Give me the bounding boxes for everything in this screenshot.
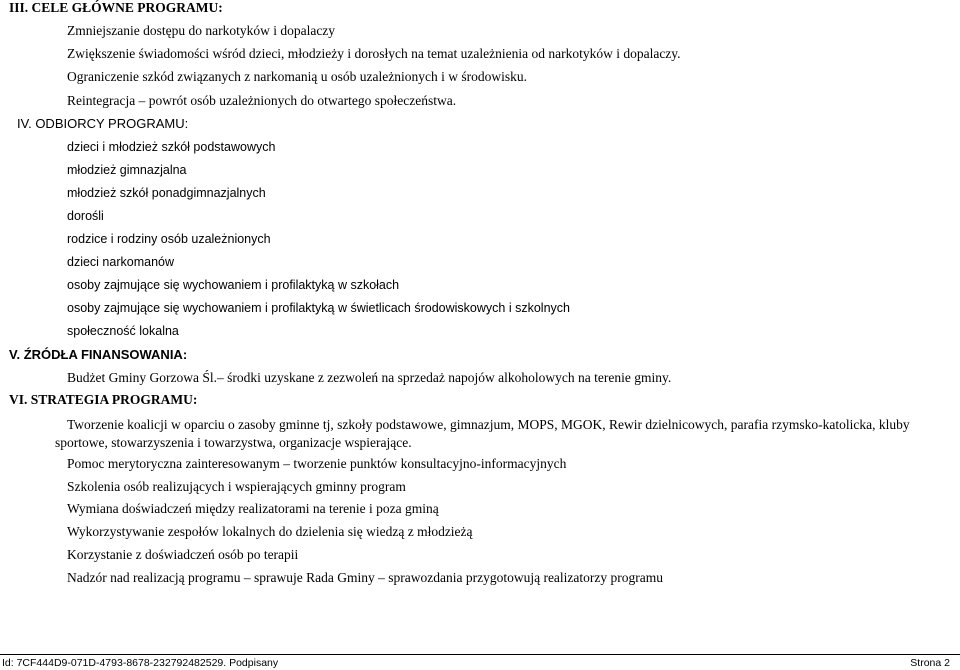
section-6-item: Szkolenia osób realizujących i wspierających gminny program [67, 479, 406, 494]
footer-divider [0, 654, 960, 655]
section-3-item: Zmniejszanie dostępu do narkotyków i dopalaczy [67, 23, 336, 38]
section-6-paragraph [55, 416, 960, 452]
paragraph-line: sportowe, stowarzyszenia i towarzystwa, organizacje wspierające. [55, 435, 412, 450]
section-4-item: dorośli [67, 209, 104, 223]
section-4-item: dzieci i młodzież szkół podstawowych [67, 140, 276, 154]
section-6-item: Wymiana doświadczeń między realizatorami na terenie i poza gminą [67, 501, 439, 516]
section-4-item: młodzież gimnazjalna [67, 163, 187, 177]
page-number: Strona 2 [910, 657, 950, 669]
section-6-item: Wykorzystywanie zespołów lokalnych do dzielenia się wiedzą z młodzieżą [67, 524, 473, 539]
section-4-item: osoby zajmujące się wychowaniem i profilaktyką w świetlicach środowiskowych i szkolnych [67, 301, 570, 315]
section-3-item: Zwiększenie świadomości wśród dzieci, młodzieży i dorosłych na temat uzależnienia od narkotyków i dopalaczy. [67, 46, 681, 61]
section-4-item: osoby zajmujące się wychowaniem i profilaktyką w szkołach [67, 278, 400, 292]
section-6-item: Nadzór nad realizacją programu – sprawuje Rada Gminy – sprawozdania przygotowują realizatorzy programu [67, 570, 664, 585]
section-6-item: Pomoc merytoryczna zainteresowanym – tworzenie punktów konsultacyjno-informacyjnych [67, 456, 567, 471]
section-3-item: Ograniczenie szkód związanych z narkomanią u osób uzależnionych i w środowisku. [67, 69, 527, 84]
section-4-heading: IV. ODBIORCY PROGRAMU: [17, 116, 189, 131]
section-5-item: Budżet Gminy Gorzowa Śl.– środki uzyskane z zezwoleń na sprzedaż napojów alkoholowych na terenie gminy. [67, 370, 672, 385]
section-4-item: społeczność lokalna [67, 324, 179, 338]
paragraph-line: Tworzenie koalicji w oparciu o zasoby gminne tj, szkoły podstawowe, gimnazjum, MOPS, MGOK, Rewir dzielnicowych, parafia rzymsko-katolicka, kluby [67, 417, 910, 432]
section-3-heading: III. CELE GŁÓWNE PROGRAMU: [9, 0, 223, 15]
section-3-item: Reintegracja – powrót osób uzależnionych do otwartego społeczeństwa. [67, 93, 457, 108]
section-4-item: młodzież szkół ponadgimnazjalnych [67, 186, 266, 200]
section-4-item: rodzice i rodziny osób uzależnionych [67, 232, 271, 246]
section-5-heading: V. ŹRÓDŁA FINANSOWANIA: [9, 347, 188, 362]
document-id: Id: 7CF444D9-071D-4793-8678-232792482529. Podpisany [2, 657, 279, 669]
section-6-heading: VI. STRATEGIA PROGRAMU: [9, 392, 198, 407]
section-4-item: dzieci narkomanów [67, 255, 174, 269]
section-6-item: Korzystanie z doświadczeń osób po terapii [67, 547, 299, 562]
